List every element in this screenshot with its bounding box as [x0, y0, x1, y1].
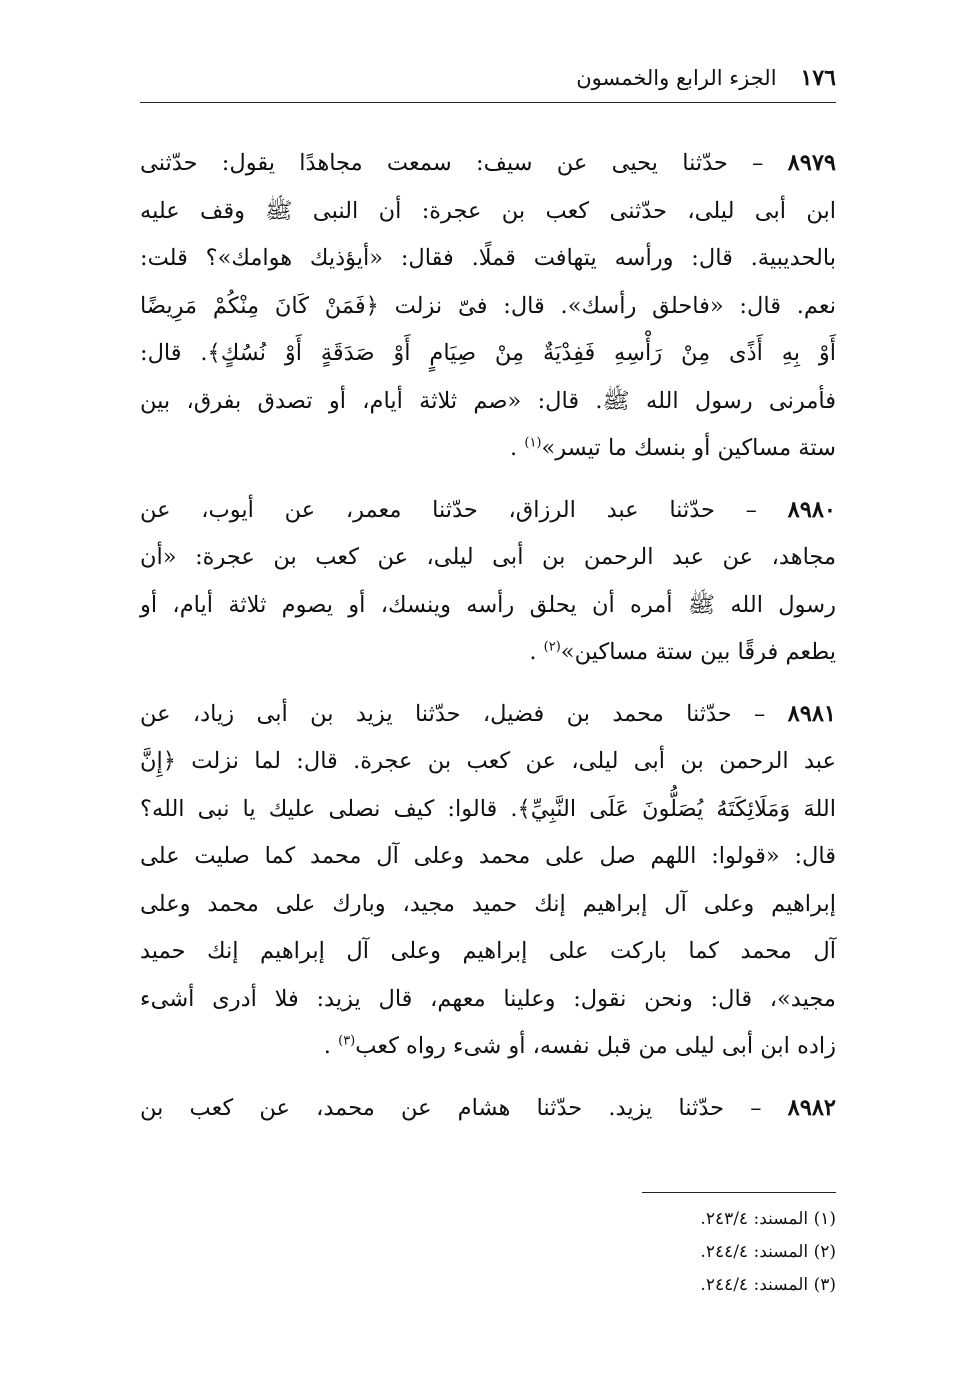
text-line: زاده ابن أبى ليلى من قبل نفسه، أو شىء رواه كعب$^{(٣)}$ . [323, 1033, 836, 1059]
main-text [140, 140, 836, 1146]
text-line: اللهَ وَمَلَائِكَتَهُ يُصَلُّونَ عَلَى النَّبِيِّ﴾. قالوا: كيف نصلى عليك يا نبى الله؟ [140, 795, 836, 822]
footnote-rule [642, 1192, 836, 1193]
footnotes [500, 1203, 836, 1302]
footnote [500, 1269, 836, 1302]
hadith-number: ٨٩٧٩ [787, 150, 836, 176]
text-line: نعم. قال: «فاحلق رأسك». قال: فىّ نزلت ﴿فَمَنْ كَانَ مِنْكُمْ مَرِيضًا [140, 292, 836, 319]
text-line [140, 691, 836, 739]
line-text: زاده ابن أبى ليلى من قبل نفسه، أو شىء رواه كعب [355, 1033, 836, 1059]
line-text: – حدّثنا محمد بن فضيل، حدّثنا يزيد بن أبى زياد، عن [140, 700, 766, 727]
text-line: مجيد»، قال: ونحن نقول: وعلينا معهم، قال يزيد: فلا أدرى أشىء [140, 985, 836, 1012]
text-line [140, 487, 836, 535]
text-line: بالحديبية. قال: ورأسه يتهافت قملًا. فقال: «أيؤذيك هوامك»؟ قلت: [140, 245, 836, 271]
text-line [140, 140, 836, 188]
hadith-number: ٨٩٨٢ [787, 1094, 836, 1121]
hadith-8980 [140, 487, 836, 677]
footnote [500, 1203, 836, 1236]
section-title: الجزء الرابع والخمسون [576, 66, 777, 90]
footnote-text: المسند: ٢٤٤/٤. [700, 1275, 809, 1295]
hadith-number: ٨٩٨٠ [787, 496, 836, 523]
line-text: – حدّثنا عبد الرزاق، حدّثنا معمر، عن أيوب، عن [140, 496, 757, 523]
line-text: ستة مساكين أو بنسك ما تيسر» [541, 435, 836, 461]
footnote-marker: (٢) [813, 1242, 836, 1262]
hadith-number: ٨٩٨١ [787, 700, 837, 727]
text-line: عبد الرحمن بن أبى ليلى، عن كعب بن عجرة. قال: لما نزلت ﴿إِنَّ [140, 748, 836, 774]
line-text: يطعم فرقًا بين ستة مساكين» [560, 639, 836, 665]
page-number: ١٧٦ [800, 65, 836, 91]
hadith-8982 [140, 1085, 836, 1133]
hadith-8979 [140, 140, 836, 473]
footnote-ref: (٢) [543, 639, 561, 655]
text-line: قال: «قولوا: اللهم صل على محمد وعلى آل محمد كما صليت على [140, 843, 836, 869]
text-line [140, 1085, 836, 1133]
text-line: ابن أبى ليلى، حدّثنى كعب بن عجرة: أن النبى ﷺ وقف عليه [140, 197, 836, 224]
text-line: رسول الله ﷺ أمره أن يحلق رأسه وينسك، أو يصوم ثلاثة أيام، أو [140, 591, 836, 618]
header-rule [140, 102, 836, 103]
footnote-ref: (١) [524, 435, 542, 451]
text-line: فأمرنى رسول الله ﷺ. قال: «صم ثلاثة أيام، أو تصدق بفرق، بين [140, 387, 836, 414]
footnote-marker: (١) [813, 1209, 836, 1229]
text-line: مجاهد، عن عبد الرحمن بن أبى ليلى، عن كعب بن عجرة: «أن [140, 544, 836, 570]
footnote [500, 1236, 836, 1269]
line-text: – حدّثنا يزيد. حدّثنا هشام عن محمد، عن كعب بن [140, 1094, 762, 1121]
footnote-text: المسند: ٢٤٤/٤. [700, 1242, 809, 1262]
text-line: إبراهيم وعلى آل إبراهيم إنك حميد مجيد، وبارك على محمد وعلى [140, 890, 836, 917]
text-line: ستة مساكين أو بنسك ما تيسر»$^{(١)}$ . [510, 435, 836, 461]
footnote-ref: (٣) [338, 1033, 356, 1049]
line-text: – حدّثنا يحيى عن سيف: سمعت مجاهدًا يقول: حدّثنى [140, 150, 764, 176]
text-line: آل محمد كما باركت على إبراهيم وعلى آل إبراهيم إنك حميد [140, 938, 836, 964]
text-line: أَوْ بِهِ أَذًى مِنْ رَأْسِهِ فَفِدْيَةٌ مِنْ صِيَامٍ أَوْ صَدَقَةٍ أَوْ نُسُكٍ﴾. قال: [140, 340, 836, 366]
hadith-8981 [140, 691, 836, 1071]
footnote-text: المسند: ٢٤٣/٤. [700, 1209, 809, 1229]
text-line: يطعم فرقًا بين ستة مساكين»$^{(٢)}$ . [529, 639, 836, 665]
footnote-marker: (٣) [813, 1275, 836, 1295]
page-header [140, 58, 836, 98]
